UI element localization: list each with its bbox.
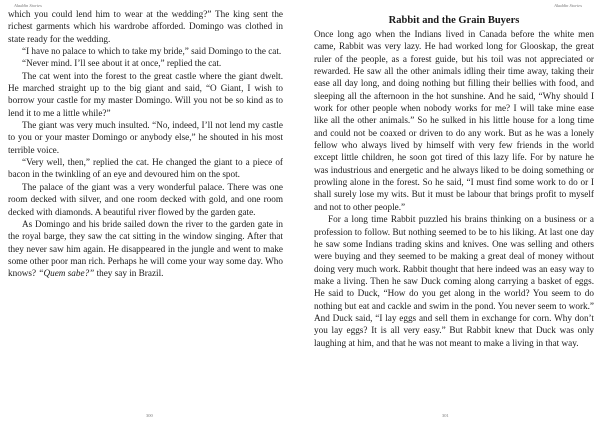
- paragraph: [8, 45, 283, 57]
- paragraph: [8, 119, 283, 156]
- paragraph-text: As Domingo and his bride sailed down the river to the garden gate in the royal barge, they saw the cat sitting in the window singing. After that they never saw him again. He disappeared in the jungle and went to make some other poor man rich. Perhaps he will come your way some day. Who knows?: [8, 218, 283, 279]
- running-head: Aladdin Stories: [554, 3, 582, 8]
- paragraph-text: The giant was very much insulted. “No, indeed, I’ll not lend my castle to you or your master Domingo or anybody else,” he shouted in his most terrible voice.: [8, 120, 283, 155]
- paragraph-text: which you could lend him to wear at the wedding?” The king sent the richest garments which his wardrobe afforded. Domingo was clothed in state ready for the wedding.: [8, 9, 283, 44]
- paragraph: [8, 181, 283, 218]
- paragraph: [8, 218, 283, 280]
- right-page-body: [314, 8, 594, 349]
- paragraph-text: they say in Brazil.: [94, 268, 164, 279]
- page-number: 300: [146, 413, 153, 418]
- paragraph-text: The cat went into the forest to the great castle where the giant dwelt. He marched straight up to the big giant and said, “O Giant, I wish to borrow your castle for my master Domingo. Will you not be so kind as to lend it to me a little while?”: [8, 70, 283, 118]
- paragraph-text: “Never mind. I’ll see about it at once,” replied the cat.: [22, 58, 222, 69]
- paragraph: [314, 28, 594, 213]
- page-number: 301: [442, 413, 449, 418]
- paragraph: [8, 70, 283, 119]
- chapter-title: Rabbit and the Grain Buyers: [388, 15, 520, 26]
- paragraph: [314, 213, 594, 349]
- paragraph-text: The palace of the giant was a very wonderful palace. There was one room decked with silver, and one room decked with gold, and one room decked with diamonds. A beautiful river flowed by the garden gate.: [8, 181, 283, 217]
- paragraph: [8, 156, 283, 181]
- left-page-body: [8, 8, 283, 280]
- paragraph-text: “Very well, then,” replied the cat. He changed the giant to a piece of bacon in the twinkling of an eye and devoured him on the spot.: [8, 157, 283, 180]
- italic-text: “Quem sabe?”: [38, 268, 95, 279]
- paragraph: [8, 57, 283, 69]
- right-page: [300, 0, 600, 424]
- paragraph-text: “I have no palace to which to take my bride,” said Domingo to the cat.: [22, 46, 282, 57]
- running-head: Aladdin Stories: [14, 3, 42, 8]
- paragraph-text: Once long ago when the Indians lived in Canada before the white men came, Rabbit was very lazy. He had worked long for Glooskap, the great ruler of the people, as a forest guide, but his toil was not appreciated or rewarded. He saw all the other animals idling their time away, taking their ease all day long, and doing nothing but filling their bellies with food, and sleeping all the afternoon in the hot sunshine. And he said, “Why should I work for other people when nobody works for me? I will take mine ease like all the other animals.” So he sulked in his little house for a long time and could not be coaxed or driven to do any work. But as he was a lonely fellow who always lived by himself with very few friends in the world except little children, he soon got tired of this lazy life. For by nature he was industrious and energetic and he always liked to be doing something or prowling alone in the forest. So he said, “I must find some work to do or I shall surely lose my wits. But it must be labour that brings profit to myself and not to other people.”: [314, 29, 594, 212]
- paragraph: [8, 8, 283, 45]
- paragraph-text: For a long time Rabbit puzzled his brains thinking on a business or a profession to follow. But nothing seemed to be to his liking. At last one day he saw some Indians trading skins and knives. One was selling and others were buying and they seemed to be making a great deal of money without doing very much work. Rabbit thought that here indeed was an easy way to make a living. Then he saw Duck coming along carrying a basket of eggs. He said to Duck, “How do you get along in the world? You seem to do nothing but eat and cackle and swim in the pond. You never seem to work.” And Duck said, “I lay eggs and sell them in exchange for corn. Why don’t you lay eggs? It is all very easy.” But Rabbit knew that Duck was only laughing at him, and that he was not meant to make a living in that way.: [314, 214, 594, 348]
